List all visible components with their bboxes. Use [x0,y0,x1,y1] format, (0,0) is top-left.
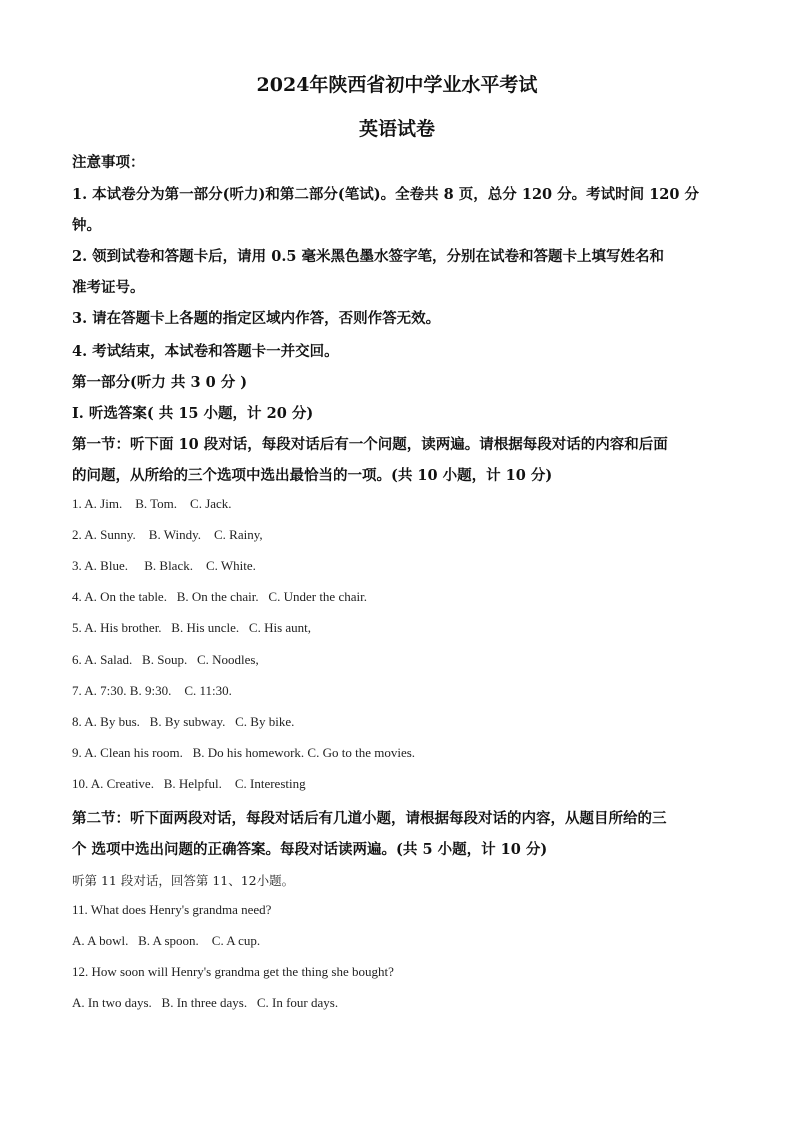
question-item: 1. A. Jim. B. Tom. C. Jack. [72,496,232,511]
subsection-instruction: 的问题，从所给的三个选项中选出最恰当的一项。(共 10 小题，计 10 分) [72,467,553,484]
question-item: 10. A. Creative. B. Helpful. C. Interesting [72,776,306,791]
subsection-instruction: 第一节：听下面 10 段对话，每段对话后有一个问题，读两遍。请根据每段对话的内容和后面 [72,436,668,453]
note-line: 3. 请在答题卡上各题的指定区域内作答，否则作答无效。 [72,310,441,327]
part-heading: 第一部分(听力 共 3 0 分 ) [72,374,248,391]
notes-heading: 注意事项： [72,154,145,171]
question-item: 4. A. On the table. B. On the chair. C. Under the chair. [72,589,367,604]
note-line: 4. 考试结束，本试卷和答题卡一并交回。 [72,343,339,360]
question-stem: 11. What does Henry's grandma need? [72,902,272,917]
section-heading: I. 听选答案( 共 15 小题，计 20 分) [72,405,314,422]
note-line: 准考证号。 [72,279,145,296]
question-item: 9. A. Clean his room. B. Do his homework. C. Go to the movies. [72,745,416,760]
exam-title: 2024年陕西省初中学业水平考试 [256,74,538,96]
question-options: A. In two days. B. In three days. C. In four days. [72,995,339,1010]
exam-subtitle: 英语试卷 [358,118,435,140]
note-line: 1. 本试卷分为第一部分(听力)和第二部分(笔试)。全卷共 8 页，总分 120 分。考试时间 120 分 [72,186,700,203]
dialog-intro: 听第 11 段对话，回答第 11、12小题。 [72,873,295,888]
question-options: A. A bowl. B. A spoon. C. A cup. [72,933,261,948]
question-item: 8. A. By bus. B. By subway. C. By bike. [72,714,295,729]
question-item: 6. A. Salad. B. Soup. C. Noodles, [72,652,259,667]
subsection-instruction: 个 选项中选出问题的正确答案。每段对话读两遍。(共 5 小题，计 10 分) [72,841,548,858]
question-item: 2. A. Sunny. B. Windy. C. Rainy, [72,527,263,542]
note-line: 2. 领到试卷和答题卡后，请用 0.5 毫米黑色墨水签字笔，分别在试卷和答题卡上填写姓名和 [72,248,665,265]
question-item: 7. A. 7:30. B. 9:30. C. 11:30. [72,683,232,698]
question-stem: 12. How soon will Henry's grandma get the thing she bought? [72,964,394,979]
question-item: 5. A. His brother. B. His uncle. C. His aunt, [72,620,312,635]
subsection-instruction: 第二节：听下面两段对话，每段对话后有几道小题，请根据每段对话的内容，从题目所给的三 [72,810,667,827]
note-line: 钟。 [72,217,101,234]
question-item: 3. A. Blue. B. Black. C. White. [72,558,256,573]
